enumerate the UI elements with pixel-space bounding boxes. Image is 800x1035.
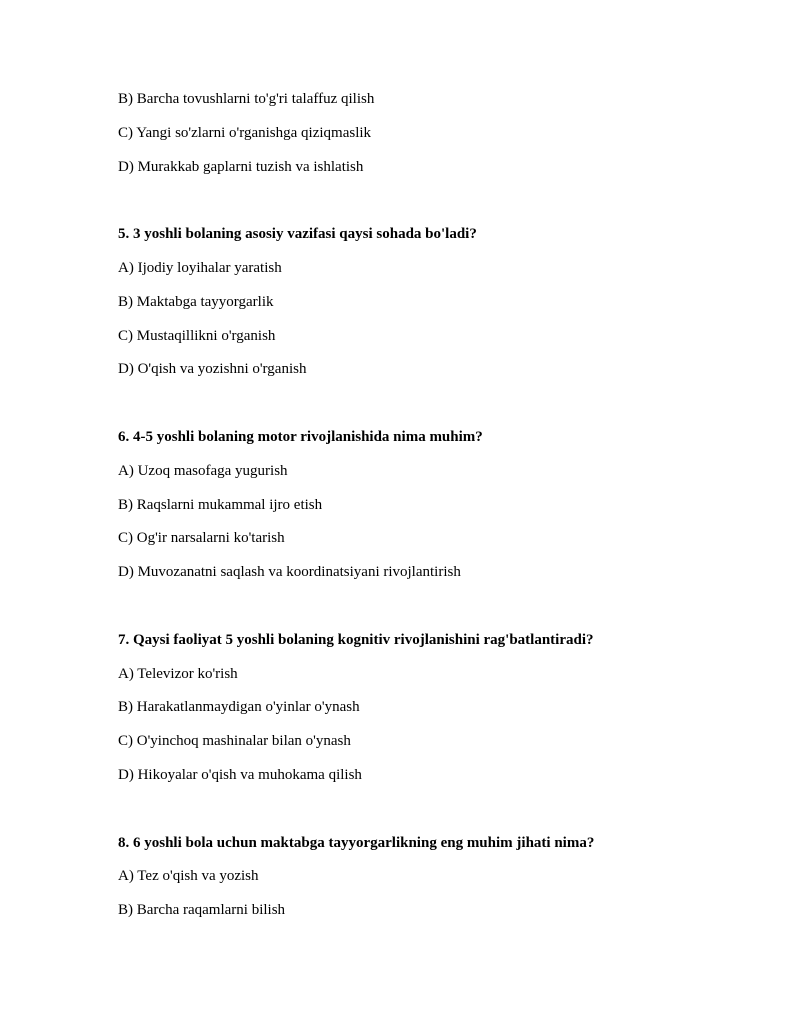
- question-text: 6. 4-5 yoshli bolaning motor rivojlanishida nima muhim?: [118, 428, 483, 445]
- answer-option: C) Og'ir narsalarni ko'tarish: [118, 530, 285, 547]
- answer-option: C) O'yinchoq mashinalar bilan o'ynash: [118, 733, 351, 750]
- answer-option: B) Maktabga tayyorgarlik: [118, 293, 274, 310]
- answer-option: C) Yangi so'zlarni o'rganishga qiziqmaslik: [118, 124, 372, 141]
- document-page: [118, 90, 758, 935]
- question-text: 7. Qaysi faoliyat 5 yoshli bolaning kognitiv rivojlanishini rag'batlantiradi?: [118, 631, 594, 648]
- answer-option: B) Harakatlanmaydigan o'yinlar o'ynash: [118, 699, 360, 716]
- answer-option: B) Raqslarni mukammal ijro etish: [118, 496, 323, 513]
- question-text: 8. 6 yoshli bola uchun maktabga tayyorgarlikning eng muhim jihati nima?: [118, 834, 595, 851]
- question-block: [118, 428, 758, 581]
- answer-option: D) Muvozanatni saqlash va koordinatsiyani rivojlantirish: [118, 564, 461, 581]
- answer-option: A) Ijodiy loyihalar yaratish: [118, 259, 282, 276]
- answer-option: B) Barcha tovushlarni to'g'ri talaffuz qilish: [118, 91, 375, 107]
- answer-option: A) Televizor ko'rish: [118, 665, 238, 682]
- answer-option: C) Mustaqillikni o'rganish: [118, 327, 276, 344]
- question-block: [118, 834, 758, 920]
- answer-option: D) Hikoyalar o'qish va muhokama qilish: [118, 766, 362, 783]
- answer-option: D) Murakkab gaplarni tuzish va ishlatish: [118, 158, 364, 175]
- question-block: [118, 90, 758, 176]
- answer-option: A) Uzoq masofaga yugurish: [118, 462, 288, 479]
- answer-option: B) Barcha raqamlarni bilish: [118, 902, 286, 919]
- question-block: [118, 225, 758, 378]
- question-text: 5. 3 yoshli bolaning asosiy vazifasi qaysi sohada bo'ladi?: [118, 226, 477, 243]
- answer-option: A) Tez o'qish va yozish: [118, 868, 259, 885]
- question-block: [118, 631, 758, 784]
- answer-option: D) O'qish va yozishni o'rganish: [118, 361, 307, 378]
